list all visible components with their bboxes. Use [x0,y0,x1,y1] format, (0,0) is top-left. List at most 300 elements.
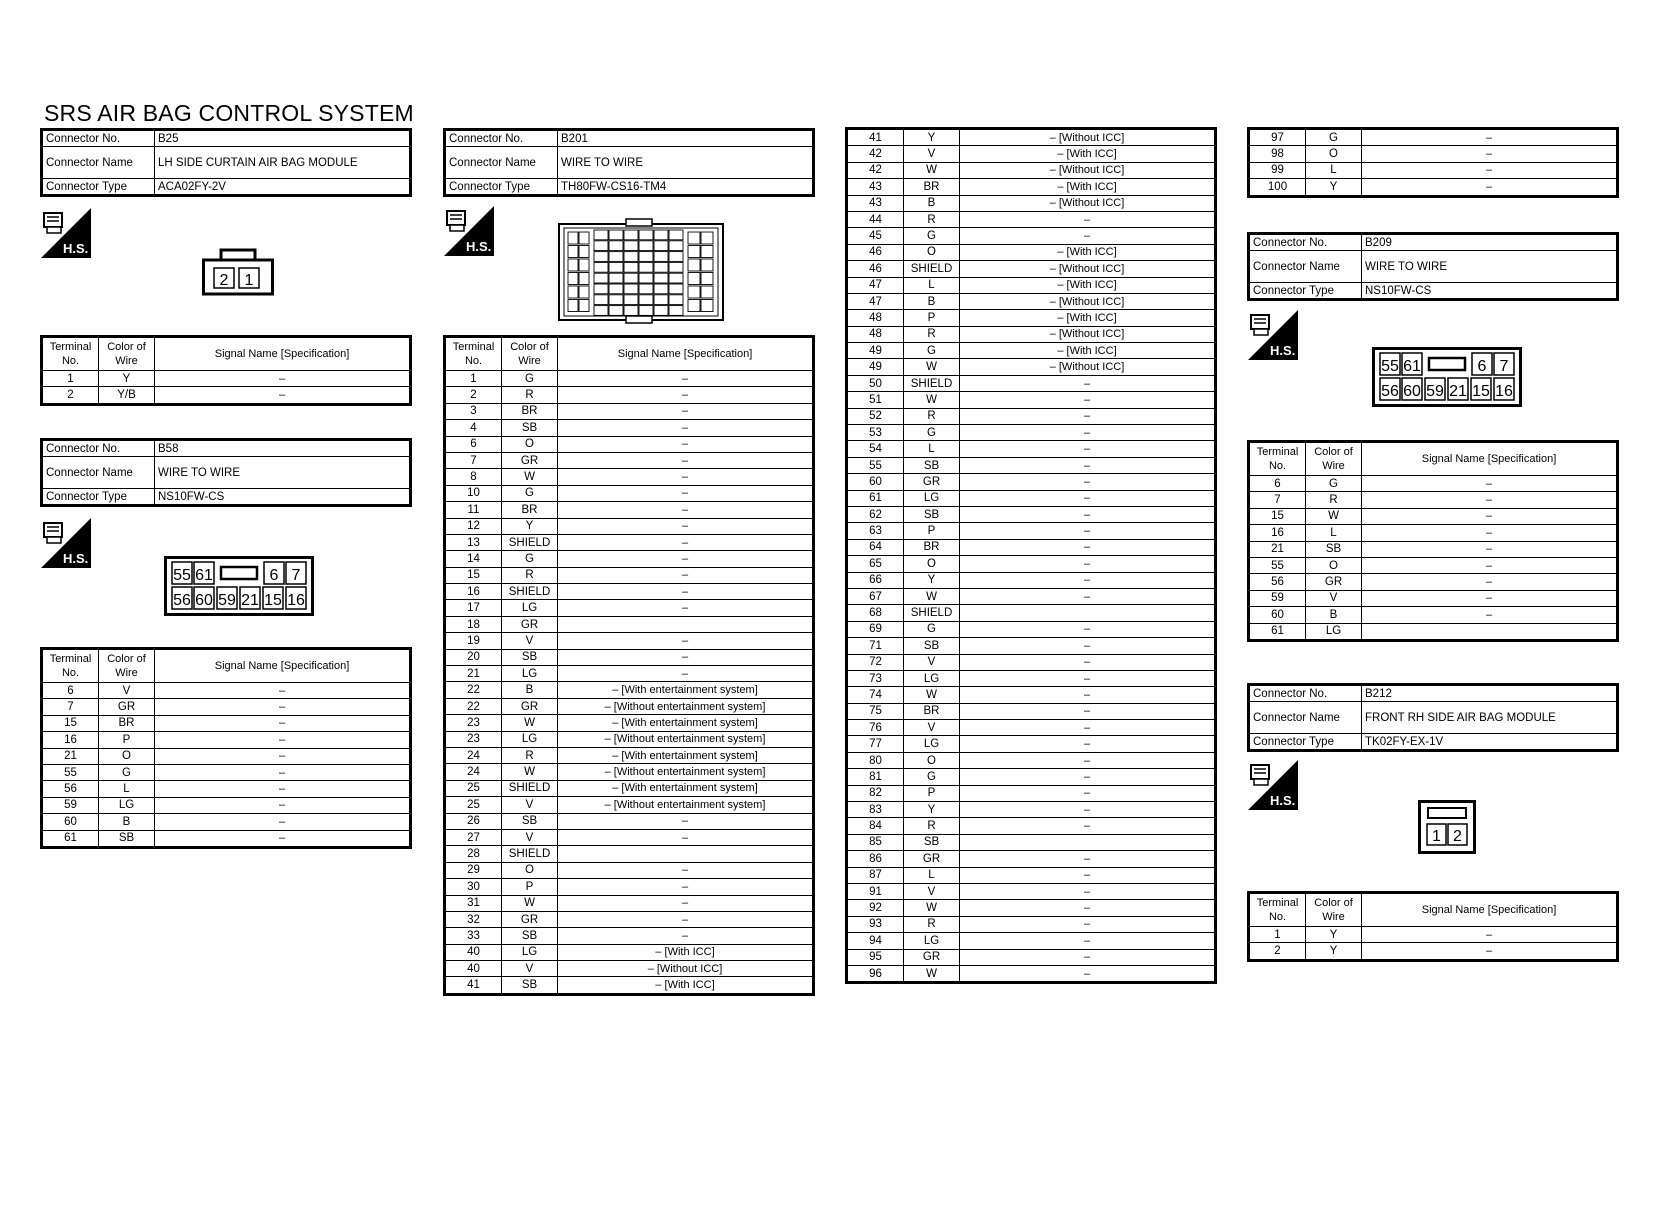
wire-color-cell: V [904,720,960,736]
wire-color-cell: V [904,654,960,670]
signal-name-cell: – [558,534,814,550]
terminal-no-cell: 53 [847,425,904,441]
terminal-no-cell: 47 [847,293,904,309]
connector-cavity [688,246,700,258]
table-row [1249,623,1618,640]
terminal-no-cell: 80 [847,752,904,768]
signal-name-cell: – [960,392,1216,408]
wire-color-cell: SHIELD [502,584,558,600]
wire-color-cell: R [502,567,558,583]
table-row [42,715,411,731]
wire-color-cell: SHIELD [502,846,558,862]
connector-cavity [639,252,653,262]
connector-cavity [609,284,623,294]
connector-cavity [609,252,623,262]
connector-name-label: Connector Name [42,147,155,179]
connector-cavity [669,252,683,262]
terminal-no-cell: 47 [847,277,904,293]
wire-color-cell: G [1306,476,1362,492]
color-header: Color of Wire [502,337,558,371]
signal-name-cell: – [1362,146,1618,162]
wire-color-cell: SB [502,977,558,994]
signal-name-cell: – [Without ICC] [960,359,1216,375]
connector-b201-pin-table-continued [845,127,1217,984]
connector-cavity [639,262,653,272]
connector-no-value: B58 [155,440,411,457]
wire-color-cell: G [502,371,558,387]
table-row [847,818,1216,834]
wire-color-cell: B [502,682,558,698]
terminal-no-cell: 31 [445,895,502,911]
table-row [847,244,1216,260]
wire-color-cell: Y [1306,943,1362,960]
terminal-no-cell: 46 [847,261,904,277]
wire-color-cell: P [904,785,960,801]
signal-name-cell: – [558,567,814,583]
signal-name-cell: – [558,600,814,616]
connector-type-value: TH80FW-CS16-TM4 [558,179,814,196]
signal-name-cell: – [558,584,814,600]
table-row [847,408,1216,424]
terminal-no-cell: 18 [445,616,502,632]
signal-name-cell: – [With entertainment system] [558,747,814,763]
signal-name-cell: – [Without entertainment system] [558,797,814,813]
terminal-no-cell: 64 [847,539,904,555]
wire-color-cell: P [99,732,155,748]
wire-color-cell: GR [502,698,558,714]
table-row [1249,492,1618,508]
signal-name-cell: – [558,879,814,895]
table-row [847,900,1216,916]
table-row [847,506,1216,522]
connector-b58-face [164,556,314,621]
wire-color-cell: Y [502,518,558,534]
connector-cavity [701,286,713,298]
signal-name-cell: – [960,457,1216,473]
signal-name-cell: – [155,764,411,780]
wire-color-cell: GR [99,699,155,715]
terminal-no-cell: 1 [42,371,99,387]
table-row [847,195,1216,211]
wire-color-cell: SHIELD [502,534,558,550]
terminal-no-cell: 25 [445,797,502,813]
table-row [445,862,814,878]
connector-cavity [568,300,578,312]
terminal-no-cell: 24 [445,747,502,763]
connector-type-value: ACA02FY-2V [155,179,411,196]
terminal-no-cell: 41 [847,129,904,146]
hs-connector-icon [444,206,494,256]
terminal-no-cell: 74 [847,687,904,703]
pin-label: 7 [291,567,301,584]
signal-name-cell: – [960,523,1216,539]
terminal-no-cell: 7 [1249,492,1306,508]
table-row [445,764,814,780]
signal-name-cell: – [Without entertainment system] [558,698,814,714]
signal-name-cell: – [558,666,814,682]
connector-b58-header [40,438,412,507]
table-row [847,965,1216,982]
connector-cavity [701,232,713,244]
connector-no-label: Connector No. [42,440,155,457]
connector-cavity [609,230,623,240]
connector-type-label: Connector Type [1249,283,1362,300]
signal-name-cell: – [558,633,814,649]
wire-color-cell: LG [502,666,558,682]
connector-cavity [669,273,683,283]
terminal-no-cell: 55 [1249,557,1306,573]
signal-name-cell: – [155,715,411,731]
table-row [847,310,1216,326]
connector-b209-header [1247,232,1619,301]
table-row [445,649,814,665]
connector-type-label: Connector Type [42,489,155,506]
signal-name-cell: – [155,699,411,715]
terminal-no-cell: 16 [1249,525,1306,541]
table-row [847,588,1216,604]
connector-cavity [701,273,713,285]
connector-cavity [594,241,608,251]
signal-name-cell: – [558,813,814,829]
wire-color-cell: LG [904,490,960,506]
signal-name-cell: – [558,420,814,436]
connector-b212-pin-table [1247,891,1619,962]
table-row [1249,607,1618,623]
table-row [1249,476,1618,492]
terminal-no-cell: 54 [847,441,904,457]
connector-cavity [688,232,700,244]
signal-name-cell: – [960,736,1216,752]
signal-name-cell: – [960,851,1216,867]
connector-cavity [624,262,638,272]
connector-b212-header [1247,683,1619,752]
connector-cavity [609,306,623,316]
table-row [847,359,1216,375]
wire-color-cell: Y [1306,179,1362,196]
signal-name-cell: – [960,933,1216,949]
terminal-no-cell: 82 [847,785,904,801]
table-row [847,867,1216,883]
table-row [1249,508,1618,524]
connector-cavity [568,232,578,244]
table-row [1249,557,1618,573]
table-row [445,682,814,698]
table-row [847,703,1216,719]
terminal-no-cell: 40 [445,961,502,977]
terminal-no-cell: 21 [1249,541,1306,557]
wire-color-cell: BR [904,703,960,719]
svg-text:H.S.: H.S. [63,551,89,566]
wire-color-cell: B [904,195,960,211]
wire-color-cell: L [1306,162,1362,178]
connector-cavity [624,252,638,262]
wire-color-cell: V [904,883,960,899]
connector-cavity [579,246,589,258]
table-row [445,403,814,419]
connector-cavity [594,252,608,262]
signal-name-cell: – [960,506,1216,522]
terminal-no-cell: 60 [42,814,99,830]
signal-name-cell: – [960,965,1216,982]
terminal-no-cell: 6 [42,683,99,699]
table-row [847,129,1216,146]
signal-name-cell: – [Without entertainment system] [558,731,814,747]
wire-color-cell: W [1306,508,1362,524]
connector-b201-pin-table-end [1247,127,1619,198]
pin-label: 1 [244,272,254,289]
wire-color-cell: V [1306,590,1362,606]
table-row [445,469,814,485]
connector-cavity [639,295,653,305]
terminal-no-cell: 23 [445,731,502,747]
connector-cavity [568,286,578,298]
connector-no-value: B201 [558,130,814,147]
table-row [445,961,814,977]
table-row [847,736,1216,752]
pin-label: 16 [1495,383,1513,400]
signal-name-cell: – [With entertainment system] [558,715,814,731]
svg-text:H.S.: H.S. [1270,343,1296,358]
table-row [445,928,814,944]
signal-name-cell: – [558,895,814,911]
signal-name-cell: – [960,441,1216,457]
terminal-no-cell: 51 [847,392,904,408]
terminal-no-cell: 49 [847,343,904,359]
wire-color-cell: SB [502,928,558,944]
wire-color-cell: O [502,436,558,452]
terminal-no-cell: 8 [445,469,502,485]
signal-header: Signal Name [Specification] [1362,442,1618,476]
table-row [445,616,814,632]
terminal-no-cell: 23 [445,715,502,731]
terminal-no-cell: 22 [445,698,502,714]
table-row [1249,541,1618,557]
pin-label: 1 [1432,828,1441,845]
table-row [42,699,411,715]
connector-cavity [654,295,668,305]
signal-name-cell: – [960,900,1216,916]
terminal-no-cell: 46 [847,244,904,260]
wire-color-cell: R [1306,492,1362,508]
table-row [847,883,1216,899]
svg-text:H.S.: H.S. [63,241,89,256]
table-row [847,802,1216,818]
terminal-no-cell: 19 [445,633,502,649]
signal-name-cell: – [1362,492,1618,508]
wire-color-cell: L [99,781,155,797]
svg-text:H.S.: H.S. [1270,793,1296,808]
connector-type-value: NS10FW-CS [1362,283,1618,300]
table-row [445,895,814,911]
table-row [847,916,1216,932]
pin-label: 59 [1426,383,1444,400]
table-row [42,387,411,404]
wire-color-cell: Y [904,572,960,588]
wire-color-cell: BR [904,179,960,195]
terminal-no-cell: 91 [847,883,904,899]
signal-name-cell: – [With entertainment system] [558,682,814,698]
wire-color-cell: Y [904,129,960,146]
terminal-no-cell: 11 [445,502,502,518]
wire-color-cell: R [502,387,558,403]
color-header: Color of Wire [1306,442,1362,476]
connector-cavity [654,252,668,262]
pin-label: 7 [1499,358,1509,375]
table-row [445,387,814,403]
terminal-no-cell: 6 [1249,476,1306,492]
terminal-no-cell: 1 [445,371,502,387]
connector-cavity [654,230,668,240]
connector-no-label: Connector No. [445,130,558,147]
connector-cavity [579,300,589,312]
wire-color-cell: V [502,633,558,649]
terminal-no-cell: 65 [847,556,904,572]
signal-name-cell: – [1362,590,1618,606]
signal-name-cell: – [With ICC] [558,944,814,960]
connector-b25-pin-table [40,335,412,406]
terminal-no-cell: 81 [847,769,904,785]
wire-color-cell: SHIELD [904,375,960,391]
table-row [445,567,814,583]
table-row [445,846,814,862]
terminal-no-cell: 60 [847,474,904,490]
signal-name-cell [558,616,814,632]
wire-color-cell: G [904,343,960,359]
wire-color-cell: LG [502,731,558,747]
terminal-no-cell: 14 [445,551,502,567]
wire-color-cell: Y [99,371,155,387]
terminal-no-cell: 61 [42,830,99,847]
table-row [445,436,814,452]
wire-color-cell: SB [904,638,960,654]
connector-cavity [654,273,668,283]
table-row [847,834,1216,850]
terminal-no-cell: 73 [847,670,904,686]
connector-cavity [639,273,653,283]
signal-name-cell: – [558,518,814,534]
wire-color-cell: R [904,408,960,424]
terminal-no-cell: 15 [1249,508,1306,524]
signal-name-cell: – [960,949,1216,965]
signal-header: Signal Name [Specification] [155,337,411,371]
signal-name-cell: – [155,814,411,830]
terminal-no-cell: 75 [847,703,904,719]
table-row [42,683,411,699]
wire-color-cell: GR [904,851,960,867]
table-row [445,813,814,829]
table-row [847,720,1216,736]
signal-name-cell: – [558,387,814,403]
wire-color-cell: G [904,425,960,441]
signal-name-cell: – [Without entertainment system] [558,764,814,780]
table-row [847,179,1216,195]
terminal-no-cell: 28 [445,846,502,862]
terminal-no-cell: 48 [847,326,904,342]
terminal-no-cell: 43 [847,179,904,195]
connector-cavity [624,306,638,316]
wire-color-cell: W [904,588,960,604]
table-row [445,452,814,468]
terminal-no-cell: 84 [847,818,904,834]
terminal-no-cell: 24 [445,764,502,780]
connector-type-label: Connector Type [1249,734,1362,751]
signal-name-cell: – [With ICC] [960,343,1216,359]
terminal-no-cell: 7 [42,699,99,715]
wire-color-cell: BR [502,502,558,518]
wire-color-cell: G [99,764,155,780]
pin-label: 15 [264,592,282,609]
connector-cavity [594,230,608,240]
connector-cavity [639,306,653,316]
wire-color-cell: R [904,326,960,342]
wire-color-cell: W [904,392,960,408]
terminal-no-cell: 62 [847,506,904,522]
connector-cavity [609,241,623,251]
pin-label: 6 [1477,358,1487,375]
connector-cavity [669,230,683,240]
connector-name-label: Connector Name [1249,251,1362,283]
terminal-no-cell: 26 [445,813,502,829]
wire-color-cell: O [904,556,960,572]
connector-no-value: B212 [1362,685,1618,702]
connector-cavity [701,246,713,258]
table-row [1249,943,1618,960]
connector-b25-face [202,248,274,301]
wire-color-cell: R [502,747,558,763]
signal-name-cell: – [960,375,1216,391]
connector-cavity [579,286,589,298]
table-row [445,944,814,960]
signal-name-cell: – [960,654,1216,670]
table-row [847,621,1216,637]
connector-cavity [594,295,608,305]
signal-name-cell: – [155,371,411,387]
signal-name-cell: – [155,781,411,797]
wire-color-cell: W [502,895,558,911]
terminal-no-cell: 16 [42,732,99,748]
connector-no-label: Connector No. [1249,234,1362,251]
signal-header: Signal Name [Specification] [1362,893,1618,927]
terminal-no-cell: 61 [847,490,904,506]
signal-name-cell: – [558,452,814,468]
terminal-no-cell: 83 [847,802,904,818]
table-row [847,293,1216,309]
signal-name-cell: – [960,572,1216,588]
connector-b201-face [558,218,724,329]
connector-cavity [609,262,623,272]
terminal-no-cell: 10 [445,485,502,501]
wire-color-cell: R [904,916,960,932]
connector-cavity [624,295,638,305]
terminal-no-cell: 86 [847,851,904,867]
terminal-no-cell: 25 [445,780,502,796]
signal-name-cell [558,846,814,862]
connector-cavity [701,259,713,271]
connector-name-value: WIRE TO WIRE [1362,251,1618,283]
terminal-no-cell: 56 [1249,574,1306,590]
table-row [847,392,1216,408]
table-row [1249,927,1618,943]
wire-color-cell: SHIELD [904,605,960,621]
connector-cavity [639,230,653,240]
terminal-no-cell: 63 [847,523,904,539]
table-row [847,670,1216,686]
signal-name-cell: – [Without ICC] [960,129,1216,146]
table-row [847,687,1216,703]
wire-color-cell: B [99,814,155,830]
wire-color-cell: W [904,162,960,178]
signal-name-cell: – [Without ICC] [960,293,1216,309]
